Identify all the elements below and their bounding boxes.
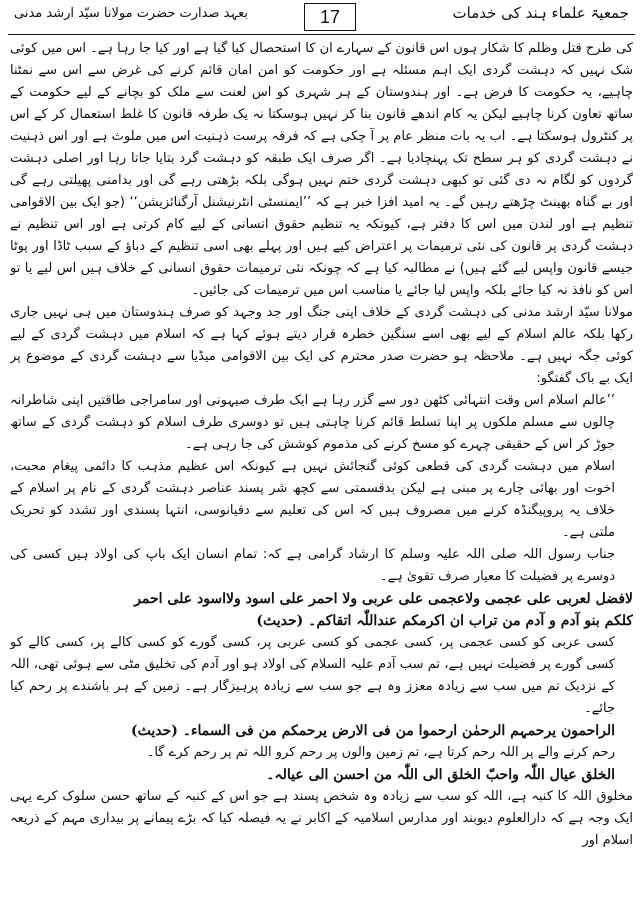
closing-paragraph: مخلوق اللہ کا کنبہ ہے، اللہ کو سب سے زیادہ وہ شخص پسند ہے جو اس کے کنبہ کے ساتھ حسن سلوک کرے یہی ایک وجہ ہے کہ دارالعلوم دیوبند اور مدارس اسلامیہ کے اکابر نے یہ فیصلہ کیا کہ بڑے پیمانے پر بیداری مہم کے ذریعہ اسلام اور [10, 789, 633, 848]
page-number: 17 [304, 3, 356, 31]
hadith-1-line-2: کلکم بنو آدم و آدم من تراب ان اکرمکم عنداللّٰہ اتقاکم۔ (حدیث) [256, 613, 633, 629]
paragraph-3: اسلام میں دہشت گردی کی قطعی کوئی گنجائش نہیں ہے کیونکہ اس عظیم مذہب کا دائمی پیغام محبت، اخوت اور بھائی چارے پر مبنی ہے لیکن بدقسمتی سے کچھ شر پسند عناصر دہشت گردی کے نام پر اسلام کے خلاف یہ پروپیگنڈہ کرنے میں مصروف ہیں کہ اس کی تعلیم سے دقیانوسی، انتہا پسندی اور تشدد کو تحریک ملتی ہے۔ [10, 459, 615, 540]
paragraph-4: جناب رسول اللہ صلی اللہ علیہ وسلم کا ارشاد گرامی ہے کہ: تمام انسان ایک باپ کی اولاد ہیں کسی کی دوسرے پر فضیلت کا معیار صرف تقویٰ ہے۔ [10, 547, 615, 584]
article-body [10, 38, 633, 905]
paragraph-2: مولانا سیّد ارشد مدنی کی دہشت گردی کے خلاف اپنی جنگ اور جد وجہد کو صرف ہندوستان میں ہی نہیں جاری رکھا بلکہ عالم اسلام کے لیے بھی اسے سنگین خطرہ قرار دیتے ہوئے کہا ہے کہ اسلام میں دہشت گردی کے لیے کوئی جگہ نہیں ہے۔ ملاحظہ ہو حضرت صدر محترم کی ایک بین الاقوامی میڈیا سے دہشت گردی کے موضوع پر ایک بے باک گفتگو: [10, 305, 633, 386]
header-title: جمعیۃ علماء ہند کی خدمات [452, 4, 629, 22]
hadith-1-line-1: لافضل لعربی علی عجمی ولاعجمی علی عربی ولا احمر علی اسود ولااسود علی احمر [134, 591, 633, 607]
quote-block: ’’عالم اسلام اس وقت انتہائی کٹھن دور سے گزر رہا ہے ایک طرف صیہونی اور سامراجی طاقتیں اپنی شاطرانہ چالوں سے مسلم ملکوں پر اپنا تسلط قائم کرنا چاہتی ہیں تو دوسری طرف اسلام کو دہشت گردی کے ساتھ جوڑ کر اس کے حقیقی چہرے کو مسخ کرنے کی مذموم کوشش کی جا رہی ہے۔ [10, 393, 615, 452]
header-subtitle: بعہد صدارت حضرت مولانا سیّد ارشد مدنی [14, 6, 248, 21]
hadith-2: الراحمون یرحمہم الرحمٰن ارحموا من فی الارض یرحمکم من فی السماء۔ (حدیث) [130, 723, 615, 739]
paragraph-1: کی طرح قتل وظلم کا شکار ہوں اس قانون کے سہارے ان کا استحصال کیا گیا ہے اور کیا جا رہا ہے۔ اس میں کوئی شک نہیں کہ دہشت گردی ایک اہم مسئلہ ہے اور حکومت کو امن امان قائم کرنے کی غرض سے اس سے نمٹنا چاہیے، یہ حکومت کا فرض ہے۔ اور ہندوستان کے ہر شہری کو اس لعنت سے ملک کو بچانے کے لیے حکومت کے ساتھ تعاون کرنا چاہیے لیکن یہ کام اندھے قانون بنا کر نہیں ہوسکتا نہ یک طرفہ قانون کا غلط استعمال کر کے اس پر کنٹرول ہوسکتا ہے۔ اب یہ بات منظر عام پر آ چکی ہے کہ فرقہ پرست ذہنیت اس میں ملوث ہے اور اس ذہنیت نے دہشت گردی کو ہر سطح تک پہنچادیا ہے۔ اگر صرف ایک طبقہ کو دہشت گرد بتایا جاتا رہا اور اصلی دہشت گردوں کو لگام نہ دی گئی تو کبھی دہشت گردی ختم نہیں ہوگی بلکہ بڑھتی رہے گی اور بدامنی پھیلتی رہے گی اور بے گناہ بھینٹ چڑھتے رہیں گے۔ یہ امید افزا خبر ہے کہ ’’ایمنسٹی انٹرنیشنل آرگنائزیشن‘‘ (جو ایک بین الاقوامی تنظیم ہے اور لندن میں اس کا دفتر ہے، کیونکہ یہ تنظیم حقوق انسانی کے لیے کام کرتی ہے اور اس تنظیم نے دہشت گردی پر قانون کی نئی ترمیمات پر اعتراض کیے ہیں اور پہلے بھی اسی تنظیم کے دباؤ کے سبب ٹاڈا اور پوٹا جیسے قانون واپس لیے گئے ہیں) نے مطالبہ کیا ہے کہ چونکہ نئی ترمیمات حقوق انسانی کے خلاف ہیں اس لیے یا تو اس کو نافذ نہ کیا جائے بلکہ واپس لیا جائے یا مناسب اس میں ترمیمات کی جائیں۔ [10, 41, 633, 298]
hadith-1-translation: کسی عربی کو کسی عجمی پر، کسی عجمی کو کسی عربی پر، کسی گورے کو کسی کالے پر، کسی کالے کو کسی گورے پر فضیلت نہیں ہے، تم سب آدم علیہ السلام کی اولاد ہو اور آدم کی تخلیق مٹی سے ہوئی تھی، اللہ کے نزدیک تم میں سب سے زیادہ معزز وہ ہے جو سب سے زیادہ پرہیزگار ہے۔ زمین کے ہر باشندے پر رحم کیا جائے۔ [10, 635, 615, 716]
hadith-2-translation: رحم کرنے والے پر اللہ رحم کرتا ہے، تم زمین والوں پر رحم کرو اللہ تم پر رحم کرے گا۔ [146, 745, 615, 760]
hadith-3: الخلق عیال اللّٰہ واحبّ الخلق الی اللّٰہ من احسن الی عیالہ۔ [266, 767, 615, 783]
page-header [8, 0, 635, 35]
